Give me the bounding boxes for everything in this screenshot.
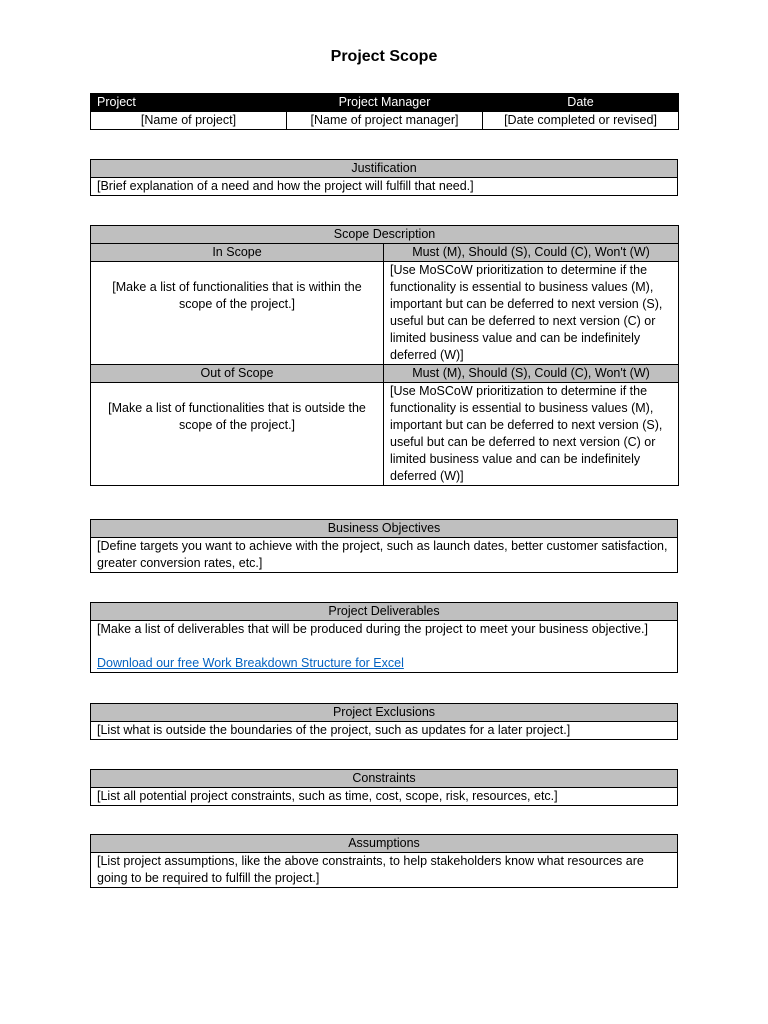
constraints-header: Constraints <box>91 770 678 788</box>
constraints-table <box>90 769 678 806</box>
project-exclusions-table <box>90 703 678 740</box>
out-of-scope-priority-header: Must (M), Should (S), Could (C), Won't (W) <box>384 365 679 383</box>
date-header: Date <box>483 94 679 112</box>
project-exclusions-text[interactable]: [List what is outside the boundaries of the project, such as updates for a later project.] <box>91 722 678 740</box>
out-of-scope-priority-text[interactable]: [Use MoSCoW prioritization to determine if the functionality is essential to business values (M), important but can be deferred to next version (S), useful but can be deferred to next version (C) or limited business value and can be indefinitely deferred (W)] <box>384 383 679 486</box>
date-cell[interactable]: [Date completed or revised] <box>483 112 679 130</box>
justification-text[interactable]: [Brief explanation of a need and how the project will fulfill that need.] <box>91 178 678 196</box>
page-title: Project Scope <box>330 48 438 65</box>
in-scope-priority-text[interactable]: [Use MoSCoW prioritization to determine if the functionality is essential to business values (M), important but can be deferred to next version (S), useful but can be deferred to next version (C) or limited business value and can be indefinitely deferred (W)] <box>384 262 679 365</box>
in-scope-header: In Scope <box>91 244 384 262</box>
project-manager-cell[interactable]: [Name of project manager] <box>287 112 483 130</box>
wbs-download-link[interactable]: Download our free Work Breakdown Structure for Excel <box>97 656 404 670</box>
scope-description-header: Scope Description <box>91 226 679 244</box>
business-objectives-header: Business Objectives <box>91 520 678 538</box>
constraints-text[interactable]: [List all potential project constraints, such as time, cost, scope, risk, resources, etc.] <box>91 788 678 806</box>
in-scope-priority-header: Must (M), Should (S), Could (C), Won't (W) <box>384 244 679 262</box>
business-objectives-text[interactable]: [Define targets you want to achieve with the project, such as launch dates, better customer satisfaction, greater conversion rates, etc.] <box>91 538 678 573</box>
assumptions-text[interactable]: [List project assumptions, like the above constraints, to help stakeholders know what resources are going to be required to fulfill the project.] <box>91 853 678 888</box>
project-deliverables-header: Project Deliverables <box>91 603 678 621</box>
out-of-scope-text[interactable]: [Make a list of functionalities that is outside the scope of the project.] <box>91 383 384 486</box>
in-scope-text[interactable]: [Make a list of functionalities that is within the scope of the project.] <box>91 262 384 365</box>
project-exclusions-header: Project Exclusions <box>91 704 678 722</box>
project-deliverables-cell <box>91 621 678 673</box>
project-info-header-row <box>91 94 679 112</box>
justification-header: Justification <box>91 160 678 178</box>
business-objectives-table <box>90 519 678 573</box>
project-header: Project <box>91 94 287 112</box>
project-deliverables-text[interactable]: [Make a list of deliverables that will be produced during the project to meet your business objective.] <box>97 622 648 636</box>
project-manager-header: Project Manager <box>287 94 483 112</box>
justification-table <box>90 159 678 196</box>
scope-description-table <box>90 225 679 486</box>
assumptions-header: Assumptions <box>91 835 678 853</box>
project-name-cell[interactable]: [Name of project] <box>91 112 287 130</box>
project-deliverables-table <box>90 602 678 673</box>
out-of-scope-header: Out of Scope <box>91 365 384 383</box>
project-info-value-row <box>91 112 679 130</box>
project-info-table <box>90 93 679 130</box>
assumptions-table <box>90 834 678 888</box>
